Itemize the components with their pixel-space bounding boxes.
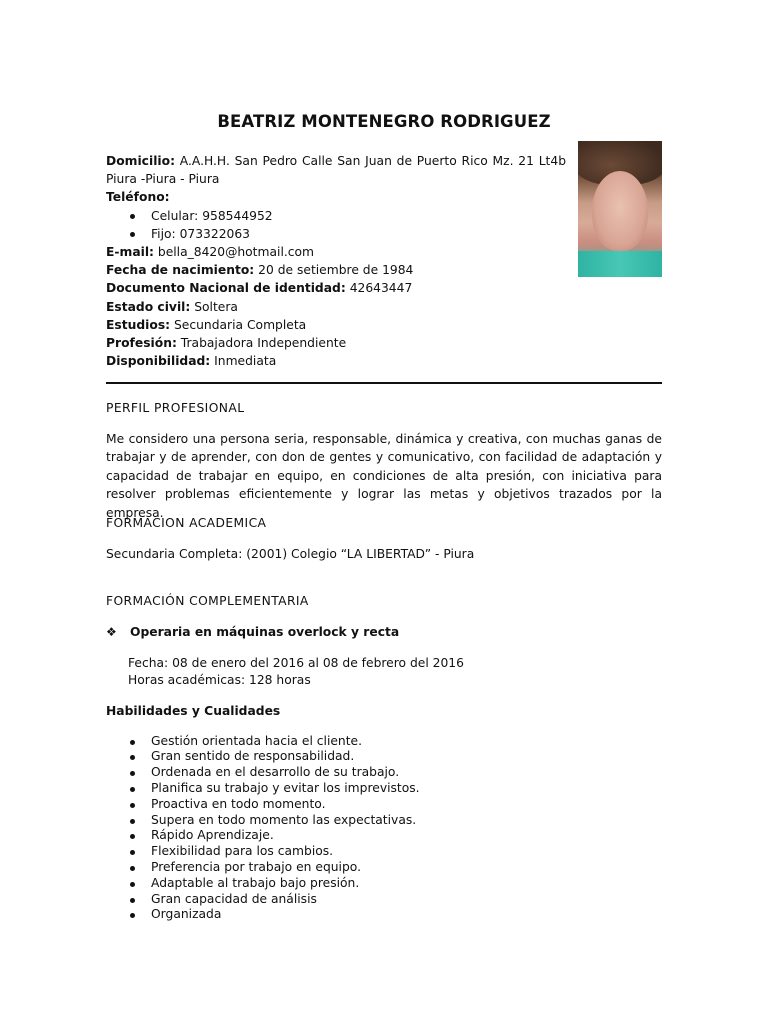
course-title-row xyxy=(106,623,662,642)
formacion-section xyxy=(106,514,662,563)
nacimiento-row: Fecha de nacimiento: 20 de setiembre de 1984 xyxy=(106,263,414,278)
list-item: Gestión orientada hacia el cliente. xyxy=(130,734,662,750)
telefono-label: Teléfono: xyxy=(106,190,170,205)
list-item: Gran sentido de responsabilidad. xyxy=(130,749,662,765)
list-item: Proactiva en todo momento. xyxy=(130,797,662,813)
profile-photo xyxy=(578,141,662,277)
disponibilidad-row: Disponibilidad: Inmediata xyxy=(106,354,277,369)
complementaria-heading: FORMACIÓN COMPLEMENTARIA xyxy=(106,594,309,608)
list-item: Planifica su trabajo y evitar los imprevistos. xyxy=(130,781,662,797)
perfil-heading: PERFIL PROFESIONAL xyxy=(106,401,245,415)
habilidades-heading: Habilidades y Cualidades xyxy=(106,704,281,718)
list-item: Flexibilidad para los cambios. xyxy=(130,844,662,860)
contact-info xyxy=(106,152,566,370)
list-item: Preferencia por trabajo en equipo. xyxy=(130,860,662,876)
habilidades-section xyxy=(106,702,662,923)
list-item: Adaptable al trabajo bajo presión. xyxy=(130,876,662,892)
dni-row: Documento Nacional de identidad: 42643447 xyxy=(106,281,413,296)
celular-item: Celular: 958544952 xyxy=(130,207,566,225)
course-detail xyxy=(106,655,662,688)
domicilio-row: Domicilio: A.A.H.H. San Pedro Calle San Juan de Puerto Rico Mz. 21 Lt4b xyxy=(106,154,566,168)
list-item: Rápido Aprendizaje. xyxy=(130,828,662,844)
complementaria-section xyxy=(106,592,662,688)
course-horas: Horas académicas: 128 horas xyxy=(128,672,311,687)
list-item: Gran capacidad de análisis xyxy=(130,892,662,908)
course-fecha: Fecha: 08 de enero del 2016 al 08 de febrero del 2016 xyxy=(128,656,464,671)
telefono-list xyxy=(106,207,566,243)
skills-list xyxy=(106,734,662,924)
fijo-item: Fijo: 073322063 xyxy=(130,225,566,243)
page-title: BEATRIZ MONTENEGRO RODRIGUEZ xyxy=(217,112,551,131)
civil-row: Estado civil: Soltera xyxy=(106,299,238,314)
course-title: Operaria en máquinas overlock y recta xyxy=(130,624,400,639)
formacion-heading: FORMACION ACADEMICA xyxy=(106,516,267,530)
list-item: Organizada xyxy=(130,907,662,923)
domicilio-row-2: Piura -Piura - Piura xyxy=(106,172,220,187)
list-item: Ordenada en el desarrollo de su trabajo. xyxy=(130,765,662,781)
formacion-text: Secundaria Completa: (2001) Colegio “LA LIBERTAD” - Piura xyxy=(106,546,475,561)
diamond-bullet-icon: ❖ xyxy=(106,624,117,639)
perfil-section xyxy=(106,399,662,523)
section-divider xyxy=(106,382,662,384)
list-item: Supera en todo momento las expectativas. xyxy=(130,813,662,829)
profesion-row: Profesión: Trabajadora Independiente xyxy=(106,336,347,351)
perfil-text: Me considero una persona seria, responsable, dinámica y creativa, con muchas ganas de trabajar y de aprender, con don de gentes y comunicativo, con facilidad de adaptación y capacidad de trabajar en equipo, en condiciones de alta presión, con iniciativa para resolver problemas eficientemente y lograr las metas y objetivos trazados por la empresa. xyxy=(106,431,662,520)
email-row: E-mail: bella_8420@hotmail.com xyxy=(106,245,315,260)
estudios-row: Estudios: Secundaria Completa xyxy=(106,317,307,332)
email-value: bella_8420@hotmail.com xyxy=(157,245,315,260)
